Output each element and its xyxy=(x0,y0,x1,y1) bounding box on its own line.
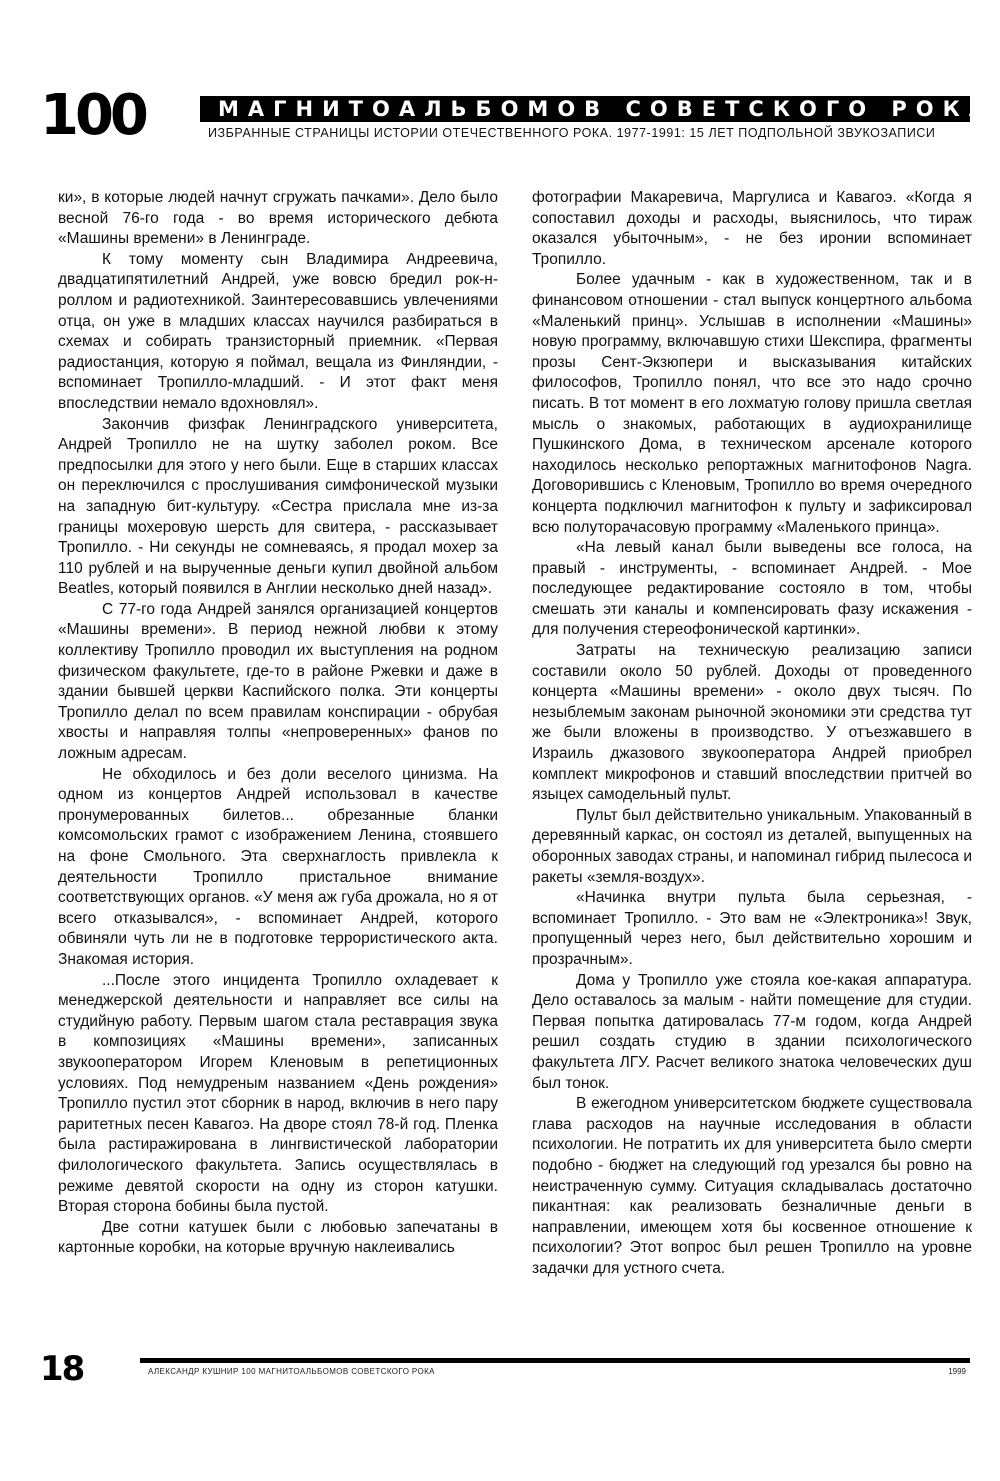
header-title: МАГНИТОАЛЬБОМОВ СОВЕТСКОГО РОКА xyxy=(218,97,995,121)
paragraph: В ежегодном университетском бюджете существовала глава расходов на научные исследования в области психологии. Не потратить их для университета было смерти подобно - бюджет на следующий год урезался бы ровно на неистраченную сумму. Ситуация складывалась достаточно пикантная: как реализовать безналичные деньги в направлении, имеющем хотя бы косвенное отношение к психологии? Этот вопрос был решен Тропилло на уровне задачки для устного счета. xyxy=(532,1095,972,1277)
paragraph: «На левый канал были выведены все голоса, на правый - инструменты, - вспоминает Андрей. - Мое последующее редактирование состояло в том, чтобы смешать эти каналы и компенсировать фазу искажения - для получения стереофонической картинки». xyxy=(532,539,972,639)
paragraph: Пульт был действительно уникальным. Упакованный в деревянный каркас, он состоял из деталей, выпущенных на оборонных заводах страны, и напоминал гибрид пылесоса и ракеты «земля-воздух». xyxy=(532,806,972,886)
page-footer xyxy=(40,1354,970,1384)
paragraph: Закончив физфак Ленинградского университета, Андрей Тропилло не на шутку заболел роком. Все предпосылки для этого у него были. Еще в старших классах он переключился с прослушивания симфонической музыки на западную бит-культуру. «Сестра прислала мне из-за границы мохеровую шерсть для свитера, - рассказывает Тропилло. - Ни секунды не сомневаясь, я продал мохер за 110 рублей и на вырученные деньги купил двойной альбом Beatles, который появился в Англии несколько дней назад». xyxy=(58,415,498,598)
paragraph: Более удачным - как в художественном, так и в финансовом отношении - стал выпуск концертного альбома «Маленький принц». Услышав в исполнении «Машины» новую программу, включавшую стихи Шекспира, фрагменты прозы Сент-Экзюпери и высказывания китайских философов, Тропилло понял, что все это надо срочно писать. В тот момент в его лохматую голову пришла светлая мысль о знакомых, работающих в аудиохранилище Пушкинского Дома, в техническом арсенале которого находилось несколько репортажных магнитофонов Nagra. Договорившись с Кленовым, Тропилло во время очередного концерта подключил магнитофон к пульту и зафиксировал всю полуторачасовую программу «Маленького принца». xyxy=(532,271,972,536)
footer-year: 1999 xyxy=(948,1367,966,1376)
paragraph: С 77-го года Андрей занялся организацией концертов «Машины времени». В период нежной любви к этому коллективу Тропилло проводил их выступления на родном физическом факультете, где-то в районе Ржевки и даже в здании бывшей церкви Каспийского полка. Эти концерты Тропилло делал по всем правилам конспирации - обрубая хвосты и направляя толпы «непроверенных» фанов по ложным адресам. xyxy=(58,600,498,763)
right-column xyxy=(532,188,972,1279)
paragraph: «Начинка внутри пульта была серьезная, - вспоминает Тропилло. - Это вам не «Электроника»! Звук, пропущенный через него, был действительно хорошим и прозрачным». xyxy=(532,889,972,968)
running-title: АЛЕКСАНДР КУШНИР 100 МАГНИТОАЛЬБОМОВ СОВЕТСКОГО РОКА xyxy=(148,1367,435,1376)
header-number: 100 xyxy=(40,83,145,148)
header-title-bar xyxy=(200,96,995,122)
page-header xyxy=(40,83,995,148)
paragraph: фотографии Макаревича, Маргулиса и Кавагоэ. «Когда я сопоставил доходы и расходы, выяснилось, что тираж оказался убыточным», - не без иронии вспоминает Тропилло. xyxy=(532,189,972,268)
paragraph: Две сотни катушек были с любовью запечатаны в картонные коробки, на которые вручную наклеивались xyxy=(58,1218,498,1257)
page-number: 18 xyxy=(40,1354,84,1384)
paragraph: К тому моменту сын Владимира Андреевича, двадцатипятилетний Андрей, уже вовсю бредил рок-н-роллом и радиотехникой. Заинтересовавшись увлечениями отца, он уже в младших классах научился разбираться в схемах и собирать транзисторный приемник. «Первая радиостанция, которую я поймал, вещала из Финляндии, - вспоминает Тропилло-младший. - И этот факт меня впоследствии немало вдохновлял». xyxy=(58,250,498,412)
paragraph: Затраты на техническую реализацию записи составили около 50 рублей. Доходы от проведенного концерта «Машины времени» - около двух тысяч. По незыблемым законам рыночной экономики эти средства тут же были вложены в производство. У отъезжавшего в Израиль джазового звукооператора Андрей приобрел комплект микрофонов и ставший впоследствии притчей во языцех самодельный пульт. xyxy=(532,642,972,804)
paragraph: ки», в которые людей начнут сгружать пачками». Дело было весной 76-го года - во время исторического дебюта «Машины времени» в Ленинграде. xyxy=(58,189,498,248)
paragraph: Дома у Тропилло уже стояла кое-какая аппаратура. Дело оставалось за малым - найти помещение для студии. Первая попытка датировалась 77-м годом, когда Андрей решил создать студию в здании психологического факультета ЛГУ. Расчет великого знатока человеческих душ был тонок. xyxy=(532,971,972,1092)
paragraph: ...После этого инцидента Тропилло охладевает к менеджерской деятельности и направляет все силы на студийную работу. Первым шагом стала реставрация звука в композициях «Машины времени», записанных звукооператором Игорем Кленовым в репетиционных условиях. Под немудреным названием «День рождения» Тропилло пустил этот сборник в народ, включив в него пару раритетных песен Кавагоэ. На дворе стоял 78-й год. Пленка была растиражирована в лингвистической лаборатории филологического факультета. Запись осуществлялась в режиме девятой скорости на одну из сторон катушки. Вторая сторона бобины была пустой. xyxy=(58,971,498,1216)
left-column xyxy=(58,188,498,1259)
paragraph: Не обходилось и без доли веселого цинизма. На одном из концертов Андрей использовал в качестве пронумерованных билетов... обрезанные бланки комсомольских грамот с изображением Ленина, стоявшего на фоне Смольного. Эта сверхнаглость привлекла к деятельности Тропилло пристальное внимание соответствующих органов. «У меня аж губа дрожала, но я от всего отказывался», - вспоминает Андрей, которого обвиняли чуть ли не в подготовке террористического акта. Знакомая история. xyxy=(58,765,498,968)
footer-rule xyxy=(140,1358,970,1363)
header-subtitle: ИЗБРАННЫЕ СТРАНИЦЫ ИСТОРИИ ОТЕЧЕСТВЕННОГО РОКА. 1977-1991: 15 ЛЕТ ПОДПОЛЬНОЙ ЗВУКОЗАПИСИ xyxy=(208,126,936,140)
